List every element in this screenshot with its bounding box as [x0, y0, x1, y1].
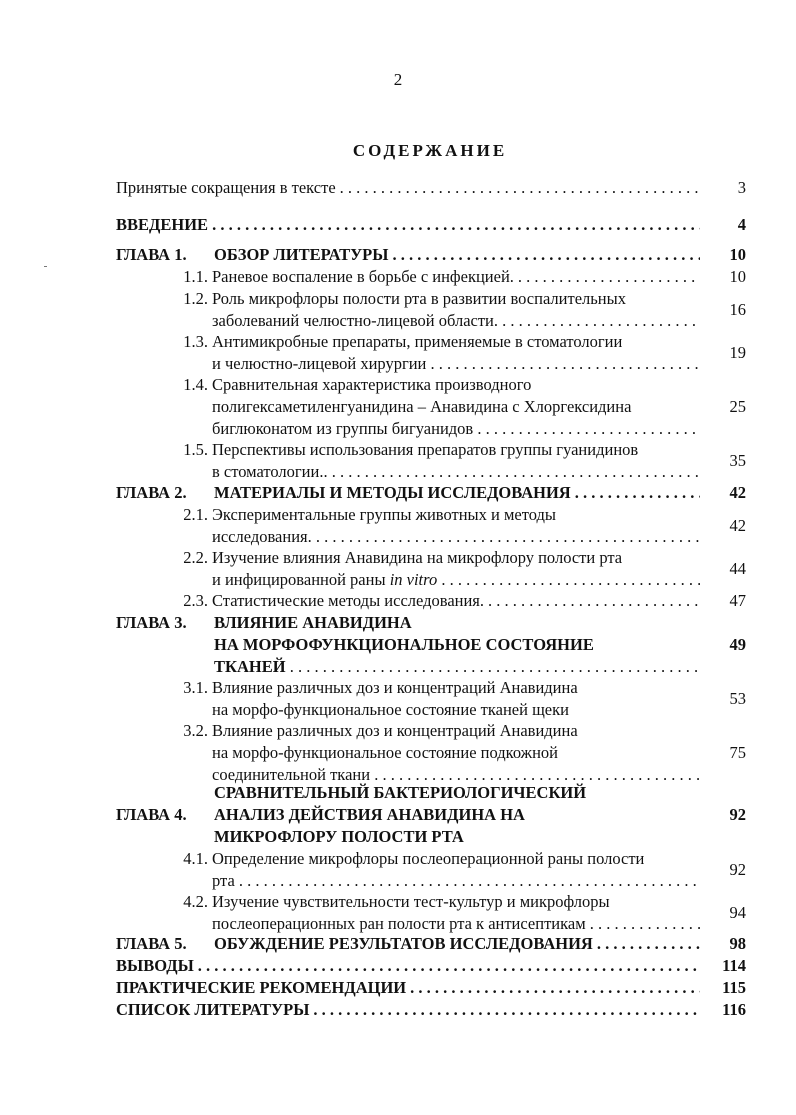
chapter-title-line: СРАВНИТЕЛЬНЫЙ БАКТЕРИОЛОГИЧЕСКИЙ — [214, 783, 587, 802]
chapter-number: ГЛАВА 2. — [116, 483, 187, 502]
section-title-line: Сравнительная характеристика производного — [212, 375, 532, 394]
toc-chapter-3[interactable] — [116, 612, 746, 678]
section-title-line: на морфо-функциональное состояние тканей щеки — [212, 700, 569, 719]
toc-page: 19 — [729, 343, 746, 362]
section-title-italic: in vitro — [389, 570, 438, 589]
section-title-line: Влияние различных доз и концентраций Анавидина — [212, 678, 578, 697]
section-number: 2.3. — [183, 591, 208, 610]
toc-page: 92 — [729, 805, 746, 824]
section-number: 3.1. — [183, 678, 208, 697]
toc-section-1-2[interactable] — [116, 288, 746, 332]
toc-entry-recommendations[interactable] — [116, 977, 746, 999]
section-title-line: заболеваний челюстно-лицевой области. . . . — [212, 310, 700, 332]
section-title-line: биглюконатом из группы бигуанидов . . . — [212, 418, 700, 440]
chapter-number: ГЛАВА 5. — [116, 934, 187, 953]
toc-page: 98 — [729, 934, 746, 953]
dot-leader — [198, 955, 700, 977]
section-title-text: и инфицированной раны — [212, 570, 390, 589]
section-title-line: полигексаметиленгуанидина – Анавидина с Хлоргексидина — [212, 397, 632, 416]
dot-leader — [575, 482, 700, 504]
toc-section-4-2[interactable] — [116, 891, 746, 935]
toc-page: 115 — [722, 978, 746, 997]
toc-section-2-2[interactable] — [116, 547, 746, 591]
dot-leader — [518, 266, 700, 288]
section-number: 4.1. — [183, 849, 208, 868]
toc-page: 53 — [729, 689, 746, 708]
section-title-line: в стоматологии.. . . . — [212, 461, 700, 483]
toc-page: 114 — [722, 956, 746, 975]
section-number: 3.2. — [183, 721, 208, 740]
toc-section-1-1[interactable] — [116, 266, 746, 288]
section-title-line: рта . . . — [212, 870, 700, 892]
dot-leader — [313, 999, 700, 1021]
toc-section-4-1[interactable] — [116, 848, 746, 892]
toc-chapter-2[interactable] — [116, 482, 746, 504]
section-title-line: Антимикробные препараты, применяемые в стоматологии — [212, 332, 623, 351]
toc-page: 25 — [729, 397, 746, 416]
chapter-title-line: АНАЛИЗ ДЕЙСТВИЯ АНАВИДИНА НА — [214, 805, 525, 824]
toc-label: ВВЕДЕНИЕ — [116, 215, 209, 234]
dot-leader — [597, 933, 700, 955]
section-title-line: Изучение влияния Анавидина на микрофлору полости рта — [212, 548, 623, 567]
dot-leader — [212, 214, 700, 236]
toc-label: СПИСОК ЛИТЕРАТУРЫ — [116, 1000, 310, 1019]
section-title-line: послеоперационных ран полости рта к антисептикам . . . — [212, 913, 700, 935]
chapter-title: ОБЗОР ЛИТЕРАТУРЫ — [214, 245, 389, 264]
toc-page: 49 — [729, 635, 746, 654]
toc-page: 116 — [722, 1000, 746, 1019]
section-title-line — [212, 569, 700, 591]
section-title-line: соединительной ткани . . . — [212, 764, 700, 786]
section-title-line: на морфо-функциональное состояние подкожной — [212, 743, 558, 762]
toc-section-1-3[interactable] — [116, 331, 746, 375]
toc-section-2-1[interactable] — [116, 504, 746, 548]
dot-leader — [392, 244, 700, 266]
section-number: 1.1. — [183, 267, 208, 286]
chapter-title-line: НА МОРФОФУНКЦИОНАЛЬНОЕ СОСТОЯНИЕ — [214, 635, 594, 654]
page-title: СОДЕРЖАНИЕ — [352, 141, 508, 160]
toc-page: 92 — [729, 860, 746, 879]
margin-mark — [44, 266, 47, 267]
section-title-line: Роль микрофлоры полости рта в развитии воспалительных — [212, 289, 626, 308]
section-number: 1.2. — [183, 289, 208, 308]
toc-label: ВЫВОДЫ — [116, 956, 194, 975]
toc-chapter-1[interactable] — [116, 244, 746, 266]
toc-page: 94 — [729, 903, 746, 922]
toc-section-2-3[interactable] — [116, 590, 746, 612]
toc-section-1-4[interactable] — [116, 374, 746, 440]
toc-section-1-5[interactable] — [116, 439, 746, 483]
toc-label: ПРАКТИЧЕСКИЕ РЕКОМЕНДАЦИИ — [116, 978, 407, 997]
section-title-line: Изучение чувствительности тест-культур и микрофлоры — [212, 892, 610, 911]
toc-chapter-5[interactable] — [116, 933, 746, 955]
toc-entry-references[interactable] — [116, 999, 746, 1021]
toc-page: 4 — [737, 215, 746, 234]
section-title-line: Экспериментальные группы животных и методы — [212, 505, 556, 524]
toc-page: 44 — [729, 559, 746, 578]
toc-chapter-4[interactable] — [116, 782, 746, 848]
chapter-title: ОБУЖДЕНИЕ РЕЗУЛЬТАТОВ ИССЛЕДОВАНИЯ — [214, 934, 593, 953]
section-number: 1.3. — [183, 332, 208, 351]
section-title-line: Определение микрофлоры послеоперационной раны полости — [212, 849, 645, 868]
toc-page: 35 — [729, 451, 746, 470]
toc-entry-introduction[interactable] — [116, 214, 746, 236]
page-number: 2 — [393, 70, 403, 89]
section-title-line: исследования. . . . — [212, 526, 700, 548]
section-title-line: и челюстно-лицевой хирургии . . . — [212, 353, 700, 375]
section-number: 2.2. — [183, 548, 208, 567]
toc-section-3-1[interactable] — [116, 677, 746, 721]
toc-page: 42 — [729, 483, 746, 502]
chapter-title-line: МИКРОФЛОРУ ПОЛОСТИ РТА — [214, 827, 464, 846]
chapter-title-line: ВЛИЯНИЕ АНАВИДИНА — [214, 613, 412, 632]
chapter-title-line: ТКАНЕЙ . . . — [214, 656, 700, 678]
toc-page: 47 — [729, 591, 746, 610]
toc-label: Принятые сокращения в тексте — [116, 178, 336, 197]
dot-leader — [410, 977, 700, 999]
toc-page: 10 — [729, 245, 746, 264]
section-number: 4.2. — [183, 892, 208, 911]
section-number: 2.1. — [183, 505, 208, 524]
section-number: 1.4. — [183, 375, 208, 394]
toc-page: 75 — [729, 743, 746, 762]
toc-page: 3 — [737, 178, 746, 197]
chapter-title: МАТЕРИАЛЫ И МЕТОДЫ ИССЛЕДОВАНИЯ — [214, 483, 571, 502]
dot-leader — [488, 590, 700, 612]
section-number: 1.5. — [183, 440, 208, 459]
toc-page: 16 — [729, 300, 746, 319]
toc-page: 10 — [729, 267, 746, 286]
toc-section-3-2[interactable] — [116, 720, 746, 786]
section-title-line: Перспективы использования препаратов группы гуанидинов — [212, 440, 639, 459]
chapter-number: ГЛАВА 1. — [116, 245, 187, 264]
chapter-number: ГЛАВА 3. — [116, 613, 187, 632]
toc-entry-conclusions[interactable] — [116, 955, 746, 977]
dot-leader — [340, 177, 700, 199]
section-title: Раневое воспаление в борьбе с инфекцией. — [212, 267, 514, 286]
toc-page: 42 — [729, 516, 746, 535]
chapter-number: ГЛАВА 4. — [116, 805, 187, 824]
section-title-line: Влияние различных доз и концентраций Анавидина — [212, 721, 578, 740]
section-title: Статистические методы исследования. — [212, 591, 485, 610]
toc-entry-abbreviations[interactable] — [116, 177, 746, 199]
